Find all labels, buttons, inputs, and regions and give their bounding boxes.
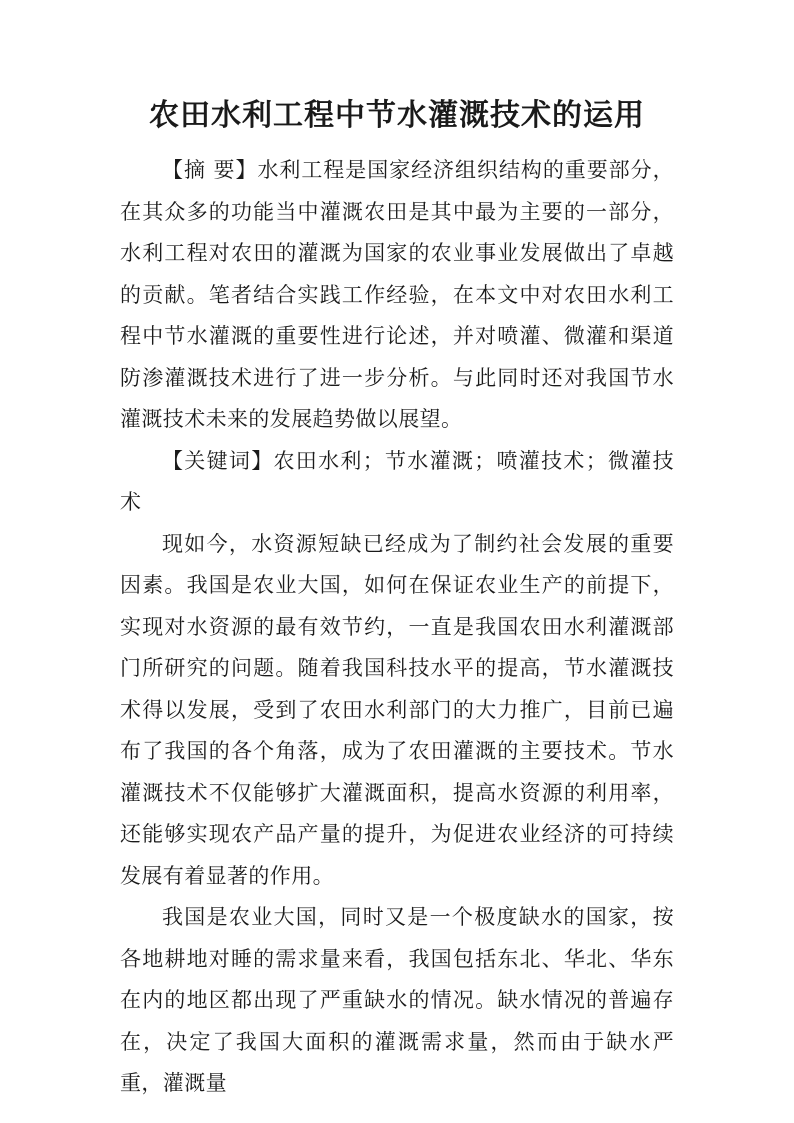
keywords-paragraph [120,441,674,524]
body-paragraph: 我国是农业大国，同时又是一个极度缺水的国家，按各地耕地对睡的需求量来看，我国包括东北、华北、华东在内的地区都出现了严重缺水的情况。缺水情况的普遍存在，决定了我国大面积的灌溉需求量，然而由于缺水严重，灌溉量 [120,905,674,1095]
document-body [120,150,674,1105]
abstract-text: 水利工程是国家经济组织结构的重要部分，在其众多的功能当中灌溉农田是其中最为主要的一部分，水利工程对农田的灌溉为国家的农业事业发展做出了卓越的贡献。笔者结合实践工作经验，在本文中对农田水利工程中节水灌溉的重要性进行论述，并对喷灌、微灌和渠道防渗灌溉技术进行了进一步分析。与此同时还对我国节水灌溉技术未来的发展趋势做以展望。 [120,158,674,431]
body-paragraph: 现如今，水资源短缺已经成为了制约社会发展的重要因素。我国是农业大国，如何在保证农业生产的前提下，实现对水资源的最有效节约，一直是我国农田水利灌溉部门所研究的问题。随着我国科技水平的提高，节水灌溉技术得以发展，受到了农田水利部门的大力推广，目前已遍布了我国的各个角落，成为了农田灌溉的主要技术。节水灌溉技术不仅能够扩大灌溉面积，提高水资源的利用率，还能够实现农产品产量的提升，为促进农业经济的可持续发展有着显著的作用。 [120,531,674,888]
keywords-text: 农田水利；节水灌溉；喷灌技术；微灌技术 [120,448,674,514]
abstract-paragraph [120,150,674,441]
abstract-label: 【摘 要】 [162,158,258,182]
document-title: 农田水利工程中节水灌溉技术的运用 [149,98,645,133]
keywords-label: 【关键词】 [162,448,274,473]
